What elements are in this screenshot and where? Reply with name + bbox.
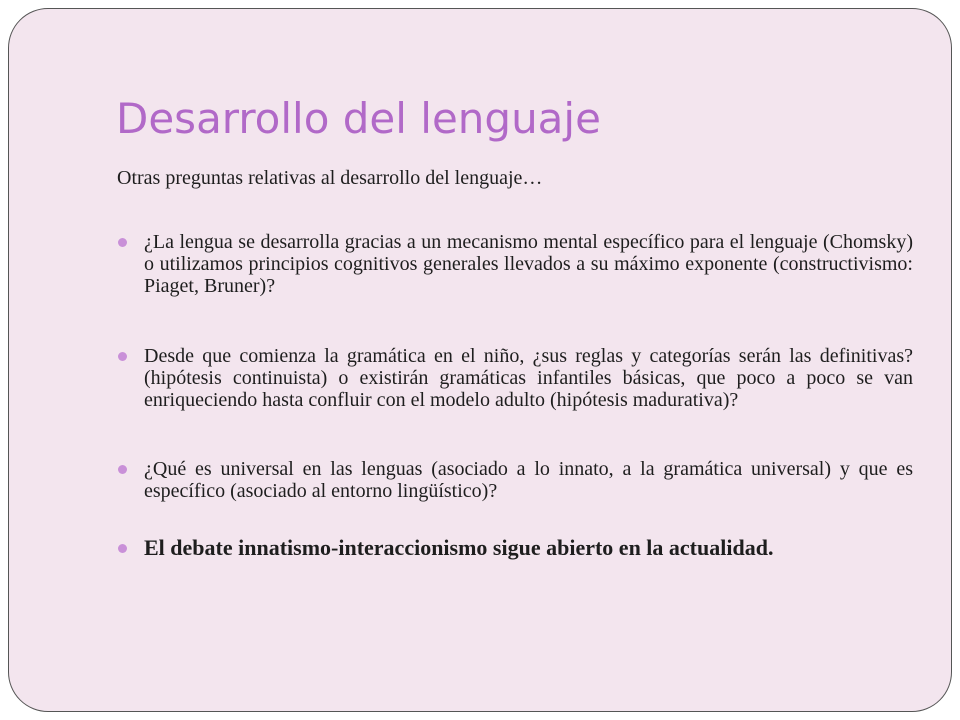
bullet-text: El debate innatismo-interaccionismo sigue abierto en la actualidad. — [144, 535, 774, 560]
slide-title: Desarrollo del lenguaje — [116, 94, 601, 143]
bullet-item — [117, 345, 913, 411]
slide-subtitle: Otras preguntas relativas al desarrollo del lenguaje… — [117, 167, 543, 189]
bullet-text: ¿Qué es universal en las lenguas (asociado a lo innato, a la gramática universal) y que es específico (asociado al entorno lingüístico)? — [144, 458, 913, 502]
bullet-item — [117, 458, 913, 502]
bullet-dot-icon — [118, 465, 127, 474]
slide-frame — [8, 8, 952, 712]
bullet-text: ¿La lengua se desarrolla gracias a un mecanismo mental específico para el lenguaje (Chomsky) o utilizamos principios cognitivos generales llevados a su máximo exponente (constructivismo: Piaget, Bruner)? — [144, 231, 913, 297]
bullet-list — [117, 231, 913, 561]
bullet-item-conclusion — [117, 535, 913, 561]
bullet-item — [117, 231, 913, 297]
bullet-dot-icon — [118, 544, 127, 553]
bullet-dot-icon — [118, 238, 127, 247]
bullet-text: Desde que comienza la gramática en el niño, ¿sus reglas y categorías serán las definitivas? (hipótesis continuista) o existirán gramáticas infantiles básicas, que poco a poco se van enriqueciendo hasta confluir con el modelo adulto (hipótesis madurativa)? — [144, 345, 913, 411]
bullet-dot-icon — [118, 352, 127, 361]
